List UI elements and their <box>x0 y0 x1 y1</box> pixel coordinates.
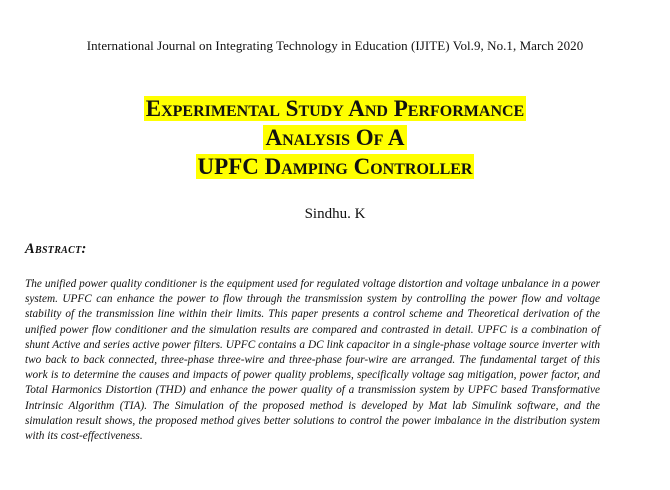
title-highlight-3: UPFC Damping Controller <box>197 154 473 179</box>
abstract-heading: Abstract: <box>25 241 87 257</box>
abstract-body: The unified power quality conditioner is the equipment used for regulated voltage distortion and voltage unbalance in a power system. UPFC can enhance the power to flow through the transmission system by controlling the power flow and voltage stability of the transmission line within their limits. This paper presents a control scheme and Theoretical derivation of the unified power flow conditioner and the simulation results are compared and contrasted in detail. UPFC is a combination of shunt Active and series active power filters. UPFC contains a DC link capacitor in a single-phase voltage source inverter with two back to back connected, three-phase three-wire and three-phase four-wire are arranged. The fundamental target of this work is to determine the causes and impacts of power quality problems, specifically voltage sag mitigation, power factor, and Total Harmonics Distortion (THD) and enhance the power quality of a transmission system by UPFC based Transformative Intrinsic Algorithm (TIA). The Simulation of the proposed method is developed by Mat lab Simulink software, and the simulation result shows, the proposed method gives better solutions to control the power imbalance in the distribution system with its cost-effectiveness. <box>25 278 600 443</box>
title-line-2 <box>0 123 670 152</box>
title-highlight-2: Analysis Of A <box>265 125 405 150</box>
journal-header: International Journal on Integrating Technology in Education (IJITE) Vol.9, No.1, March 2020 <box>86 38 584 53</box>
title-highlight-1: Experimental Study And Performance <box>145 96 525 121</box>
author-name: Sindhu. K <box>304 206 366 222</box>
paper-title <box>0 94 670 181</box>
title-line-1 <box>0 94 670 123</box>
title-line-3 <box>0 152 670 181</box>
